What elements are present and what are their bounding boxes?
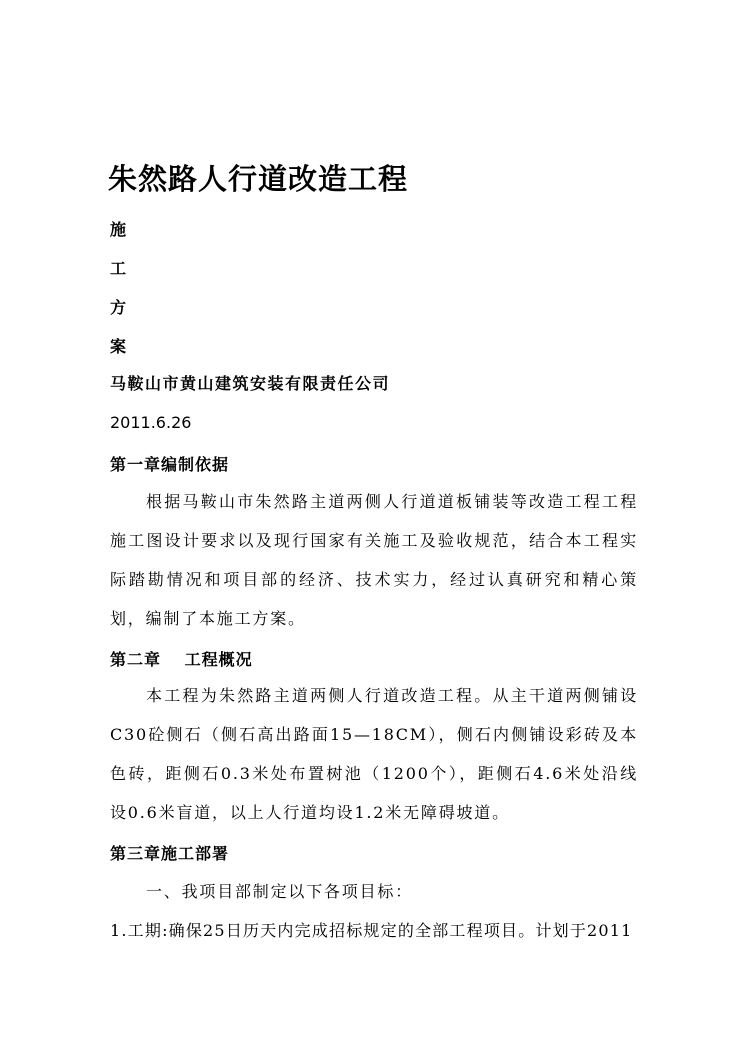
- document-title: 朱然路人行道改造工程: [108, 162, 409, 196]
- document-date: 2011.6.26: [110, 413, 192, 432]
- vertical-char-4: 案: [110, 337, 127, 356]
- chapter-2-paragraph: 本工程为朱然路主道两侧人行道改造工程。从主干道两侧铺设C30砼侧石（侧石高出路面15—18CM），侧石内侧铺设彩砖及本色砖，距侧石0.3米处布置树池（1200个），距侧石4.6米处沿线设0.6米盲道，以上人行道均设1.2米无障碍坡道。: [110, 686, 638, 822]
- chapter-3-heading: 第三章施工部署: [110, 844, 230, 863]
- chapter-1-paragraph: 根据马鞍山市朱然路主道两侧人行道道板铺装等改造工程工程施工图设计要求以及现行国家有关施工及验收规范，结合本工程实际踏勘情况和项目部的经济、技术实力，经过认真研究和精心策划，编制了本施工方案。: [110, 492, 638, 628]
- vertical-char-3: 方: [110, 298, 127, 317]
- vertical-char-2: 工: [110, 259, 127, 278]
- chapter-3-item-1: 1.工期:确保25日历天内完成招标规定的全部工程项目。计划于2011: [110, 921, 633, 940]
- chapter-1-heading: 第一章编制依据: [110, 455, 230, 474]
- company-name: 马鞍山市黄山建筑安装有限责任公司: [110, 374, 391, 393]
- chapter-3-subheading: 一、我项目部制定以下各项目标：: [146, 882, 414, 901]
- vertical-char-1: 施: [110, 220, 127, 239]
- chapter-2-heading: 第二章 工程概况: [110, 650, 253, 669]
